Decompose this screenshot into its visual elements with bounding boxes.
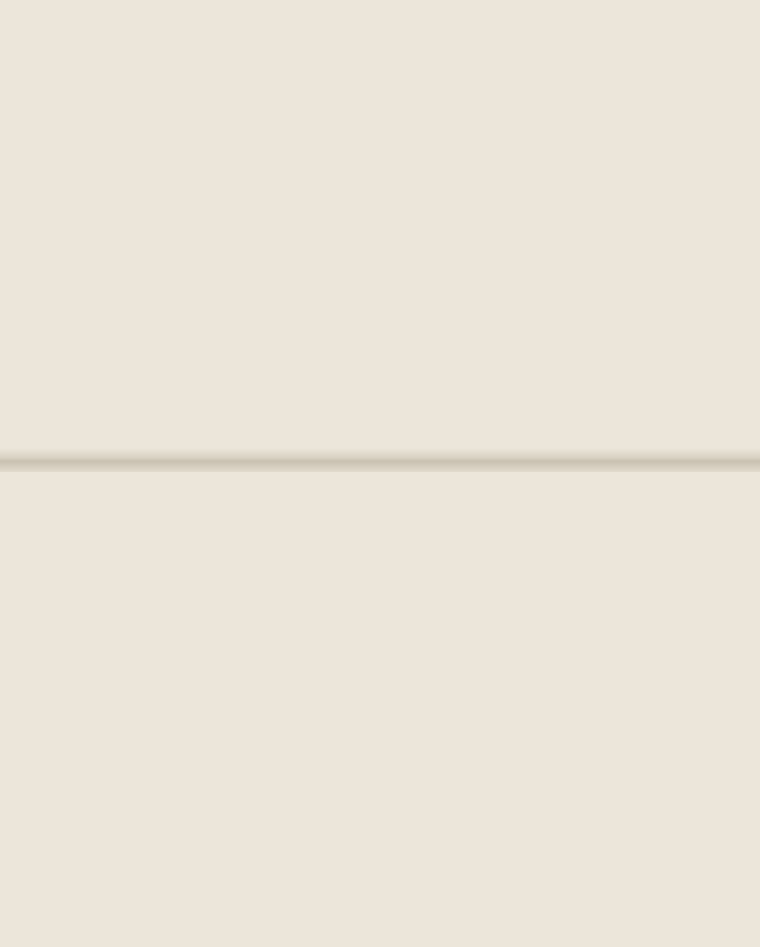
entrance-line xyxy=(0,176,760,190)
race-description xyxy=(62,87,722,101)
page-fold xyxy=(0,448,760,472)
